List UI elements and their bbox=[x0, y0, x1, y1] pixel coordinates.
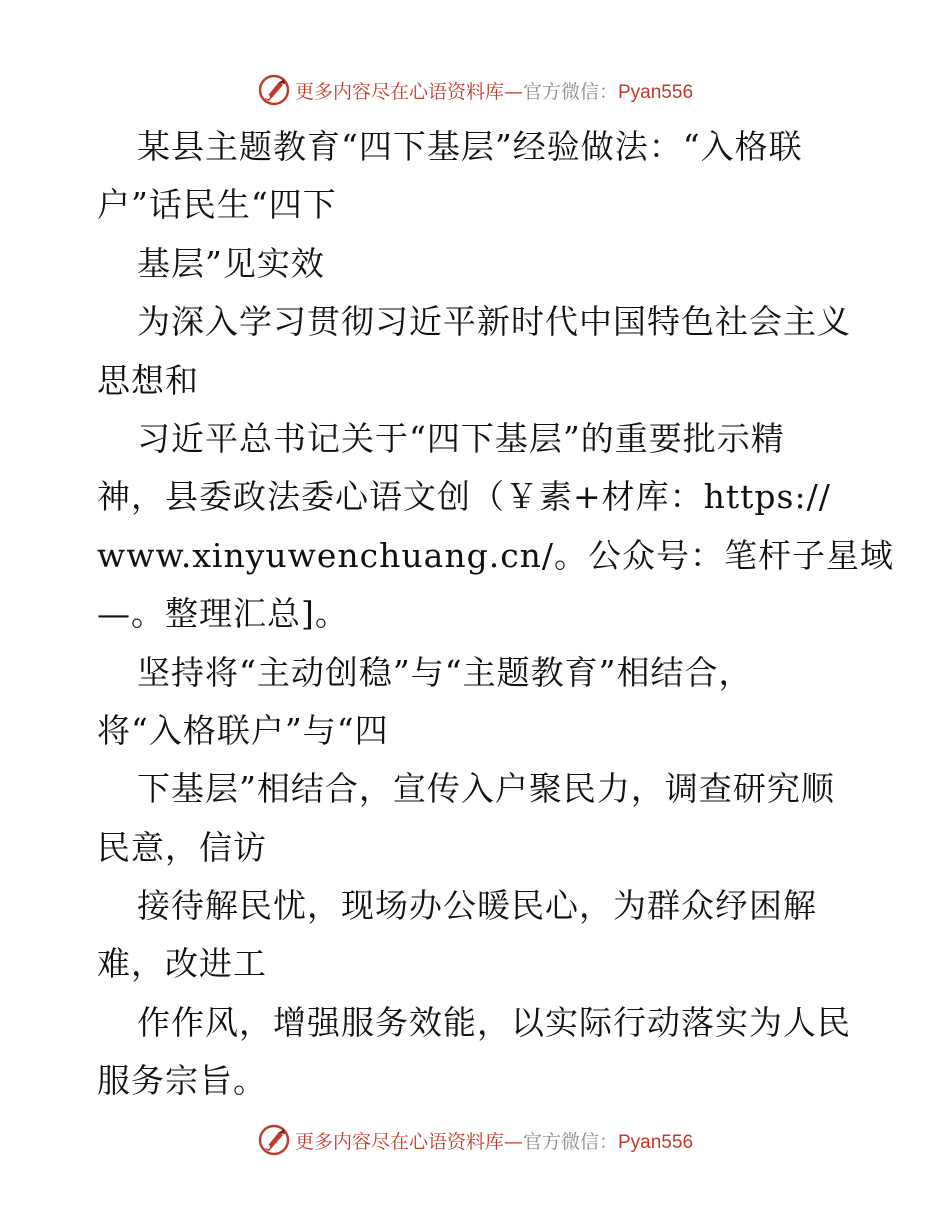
banner-main-text: 更多内容尽在心语资料库 bbox=[294, 1130, 504, 1153]
paragraph-line: 神，县委政法委心语文创（￥素+材库：https:// bbox=[97, 477, 831, 517]
quill-logo-icon bbox=[257, 1123, 291, 1157]
paragraph-line: 民意，信访 bbox=[97, 827, 267, 867]
paragraph-line: —。整理汇总]。 bbox=[97, 594, 349, 634]
banner-label: 官方微信： bbox=[522, 1130, 618, 1153]
banner-wechat-id: Pyan556 bbox=[618, 1131, 694, 1153]
banner-wechat-id: Pyan556 bbox=[618, 81, 694, 103]
paragraph-line: 某县主题教育“四下基层”经验做法：“入格联 bbox=[137, 127, 803, 166]
paragraph-line: www.xinyuwenchuang.cn/。公众号：笔杆子星域 bbox=[97, 535, 895, 575]
paragraph-line: 坚持将“主动创稳”与“主题教育”相结合， bbox=[137, 652, 753, 692]
paragraph-line: 难，改进工 bbox=[97, 944, 267, 984]
paragraph-line: 基层”见实效 bbox=[137, 243, 325, 283]
paragraph-line: 户”话民生“四下 bbox=[97, 185, 337, 225]
footer-banner bbox=[0, 1120, 950, 1160]
header-banner bbox=[0, 70, 950, 110]
paragraph-line: 将“入格联户”与“四 bbox=[97, 710, 389, 750]
banner-text bbox=[295, 77, 693, 104]
banner-dash: — bbox=[503, 80, 523, 103]
paragraph-line: 思想和 bbox=[97, 360, 199, 400]
document-body bbox=[97, 118, 895, 1111]
paragraph-line: 作作风，增强服务效能，以实际行动落实为人民 bbox=[137, 1002, 851, 1042]
paragraph-line: 接待解民忧，现场办公暖民心，为群众纾困解 bbox=[137, 886, 817, 926]
banner-main-text: 更多内容尽在心语资料库 bbox=[294, 80, 504, 103]
banner-label: 官方微信： bbox=[522, 80, 618, 103]
paragraph-line: 为深入学习贯彻习近平新时代中国特色社会主义 bbox=[137, 302, 851, 342]
quill-logo-icon bbox=[257, 73, 291, 107]
paragraph-line: 习近平总书记关于“四下基层”的重要批示精 bbox=[137, 418, 785, 458]
banner-text bbox=[295, 1127, 693, 1154]
banner-dash: — bbox=[503, 1130, 523, 1153]
paragraph-line: 下基层”相结合，宣传入户聚民力，调查研究顺 bbox=[137, 769, 835, 809]
paragraph-line: 服务宗旨。 bbox=[97, 1061, 267, 1101]
